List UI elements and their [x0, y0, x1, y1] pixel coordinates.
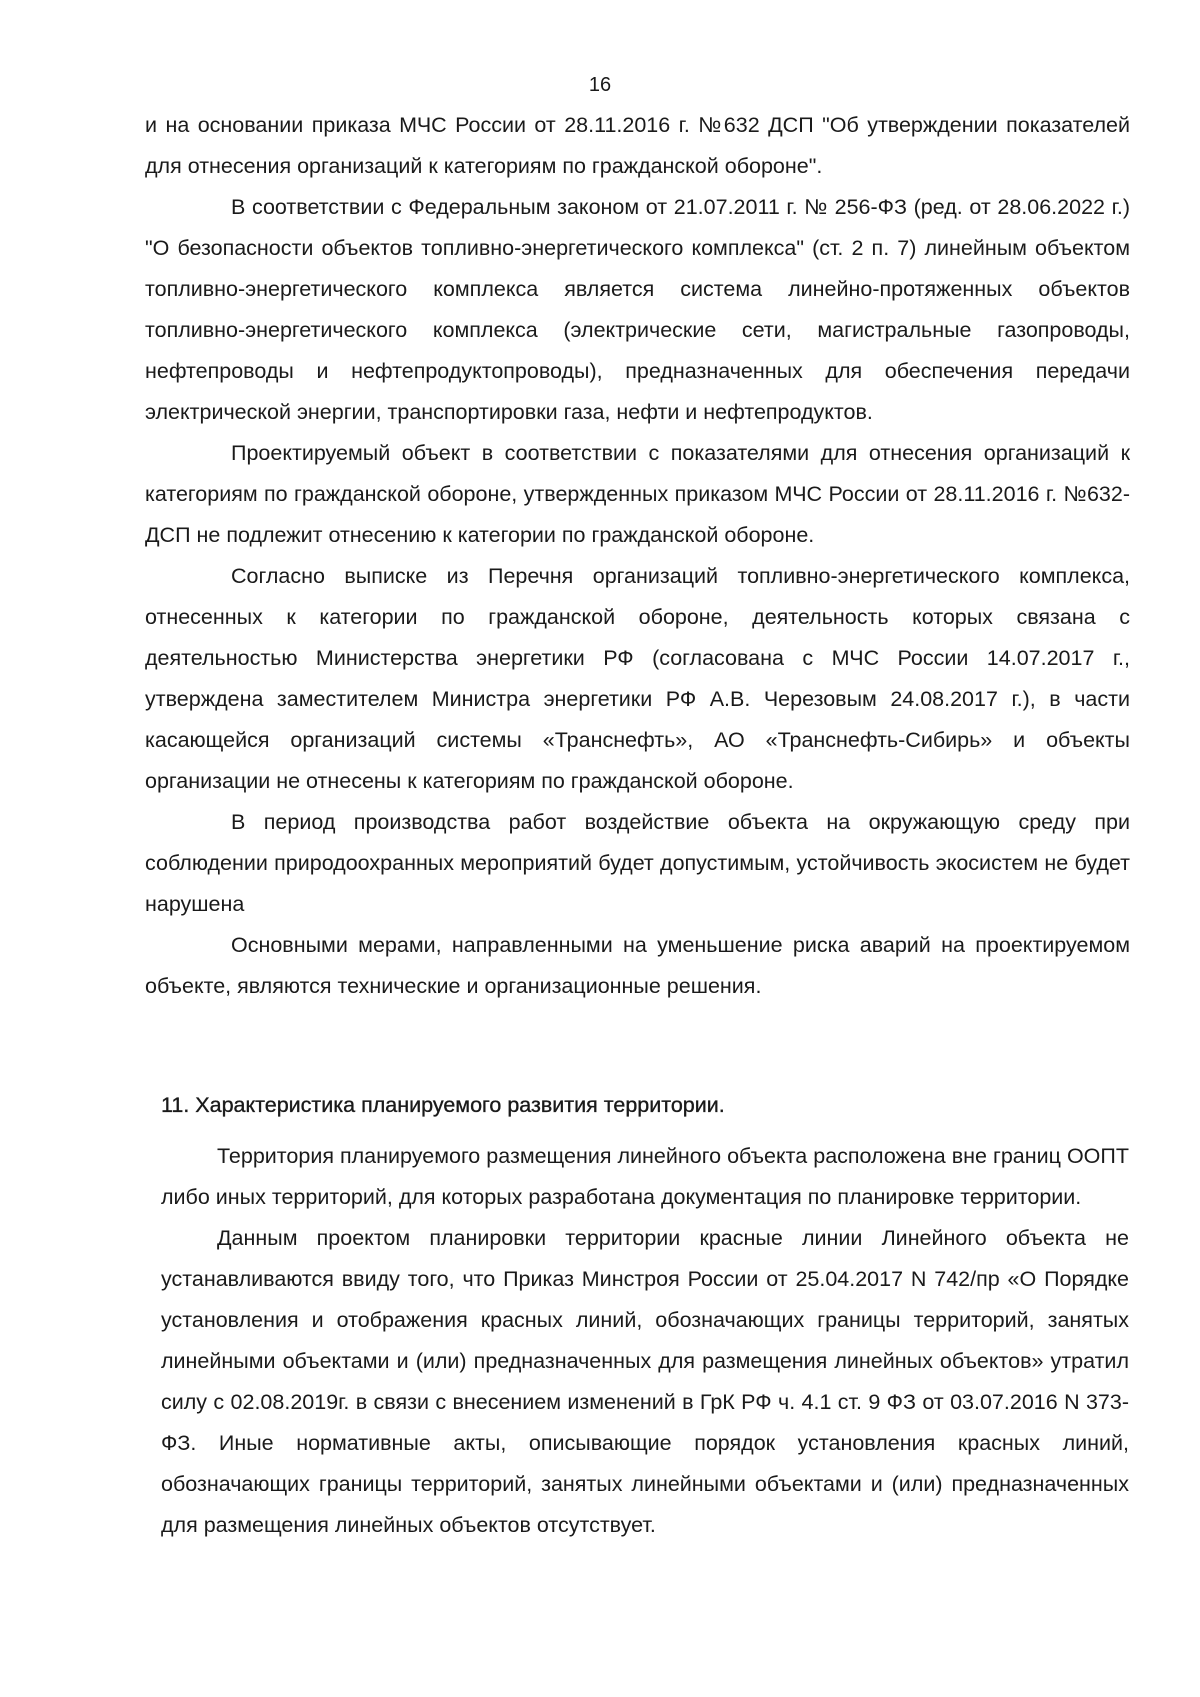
paragraph-continuation: и на основании приказа МЧС России от 28.11.2016 г. №632 ДСП "Об утверждении показателей для отнесения организаций к категориям по гражданской обороне".: [145, 113, 1130, 178]
paragraph-red-lines: Данным проектом планировки территории красные линии Линейного объекта не устанавливаются ввиду того, что Приказ Минстроя России от 25.04.2017 N 742/пр «О Порядке установления и отображения красных линий, обозначающих границы территорий, занятых линейными объектами и (или) предназначенных для размещения линейных объектов» утратил силу с 02.08.2019г. в связи с внесением изменений в ГрК РФ ч. 4.1 ст. 9 ФЗ от 03.07.2016 N 373-ФЗ. Иные нормативные акты, описывающие порядок установления красных линий, обозначающих границы территорий, занятых линейными объектами и (или) предназначенных для размещения линейных объектов отсутствует.: [161, 1226, 1129, 1537]
paragraph-federal-law: В соответствии с Федеральным законом от 21.07.2011 г. № 256-ФЗ (ред. от 28.06.2022 г.) "О безопасности объектов топливно-энергетического комплекса" (ст. 2 п. 7) линейным объектом топливно-энергетического комплекса является система линейно-протяженных объектов топливно-энергетического комплекса (электрические сети, магистральные газопроводы, нефтепроводы и нефтепродуктопроводы), предназначенных для обеспечения передачи электрической энергии, транспортировки газа, нефти и нефтепродуктов.: [145, 195, 1130, 424]
page-number: 16: [588, 74, 612, 96]
section-territory-development: [161, 1085, 1129, 1546]
document-body: [145, 105, 1130, 1007]
paragraph-environment-impact: В период производства работ воздействие объекта на окружающую среду при соблюдении природоохранных мероприятий будет допустимым, устойчивость экосистем не будет нарушена: [145, 810, 1130, 916]
paragraph-risk-measures: Основными мерами, направленными на уменьшение риска аварий на проектируемом объекте, являются технические и организационные решения.: [145, 933, 1130, 998]
paragraph-organizations-list: Согласно выписке из Перечня организаций топливно-энергетического комплекса, отнесенных к категории по гражданской обороне, деятельность которых связана с деятельностью Министерства энергетики РФ (согласована с МЧС России 14.07.2017 г., утверждена заместителем Министра энергетики РФ А.В. Черезовым 24.08.2017 г.), в части касающейся организаций системы «Транснефть», АО «Транснефть-Сибирь» и объекты организации не отнесены к категориям по гражданской обороне.: [145, 564, 1130, 793]
paragraph-projected-object: Проектируемый объект в соответствии с показателями для отнесения организаций к категориям по гражданской обороне, утвержденных приказом МЧС России от 28.11.2016 г. №632-ДСП не подлежит отнесению к категории по гражданской обороне.: [145, 441, 1130, 547]
paragraph-territory-location: Территория планируемого размещения линейного объекта расположена вне границ ООПТ либо иных территорий, для которых разработана документация по планировке территории.: [161, 1144, 1129, 1209]
section-heading: 11. Характеристика планируемого развития территории.: [161, 1093, 725, 1117]
